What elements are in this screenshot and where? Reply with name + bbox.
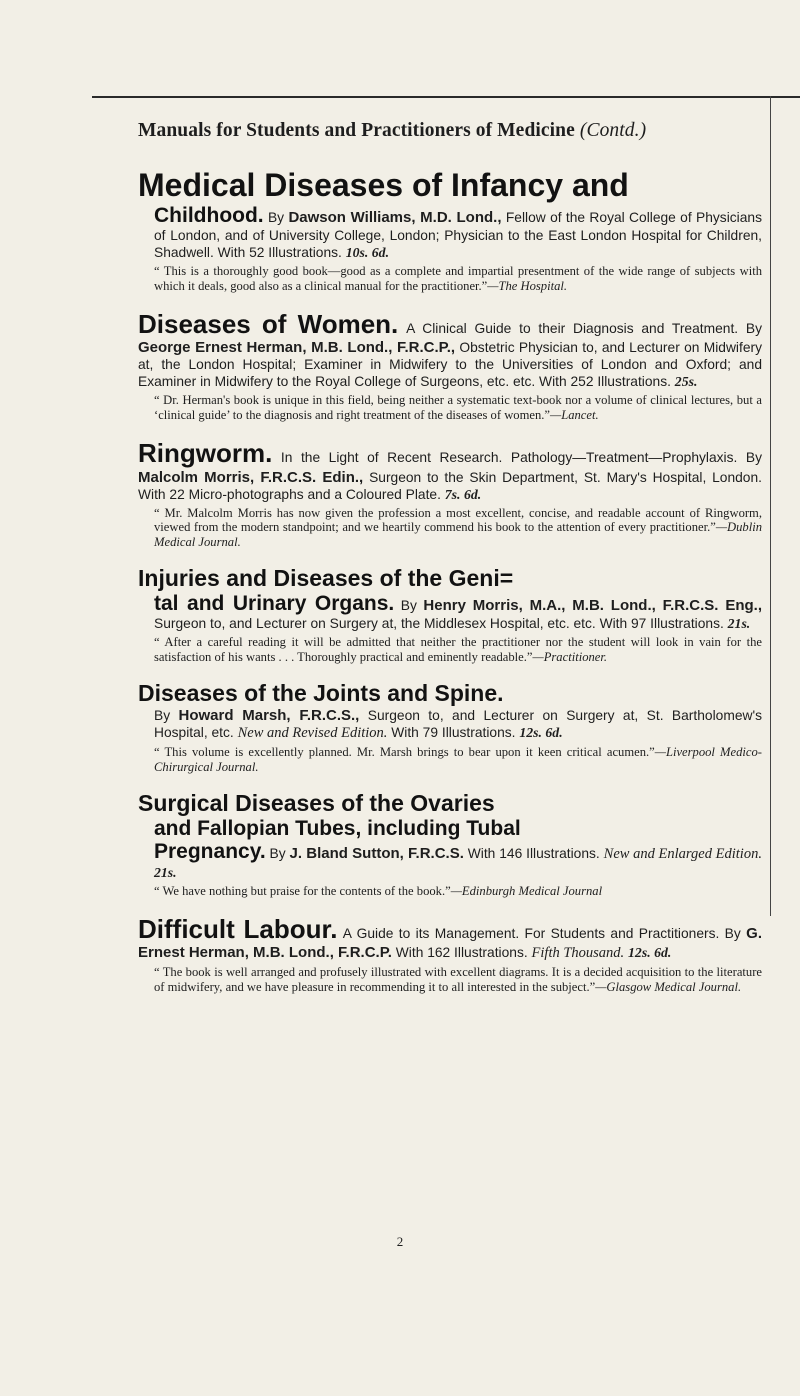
review-text: “ Dr. Herman's book is unique in this field, being neither a systematic text-book nor a volume of clinical lectures, but a ‘clinical guide’ to the diagnosis and right treatment of the diseases of women.”: [154, 393, 762, 422]
entry-author: Malcolm Morris, F.R.C.S. Edin.,: [138, 468, 364, 486]
entry-price: 10s. 6d.: [345, 245, 390, 261]
entry-title: Diseases of the Joints and Spine.: [138, 680, 504, 707]
entry-desc: Fellow of the Royal College of Physicians of London, and of University College, London; Physician to the East London Hospital for Children, Shadwell. With 52 Illustrations.: [154, 209, 762, 261]
review-source: —Glasgow Medical Journal.: [595, 979, 742, 994]
entry-review: [138, 745, 762, 774]
entry-body: [138, 915, 762, 962]
review-source: —Practitioner.: [532, 649, 608, 664]
catalogue-page: [138, 120, 762, 1011]
entry-author: Henry Morris, M.A., M.B. Lond., F.R.C.S. Eng.,: [423, 596, 762, 614]
review-source: —Dublin Medical Journal.: [154, 520, 762, 549]
entry-desc-2: With 79 Illustrations.: [391, 725, 516, 741]
entry-desc: Surgeon to, and Lecturer on Surgery at, the Middlesex Hospital, etc. etc. With 97 Illustrations.: [154, 616, 724, 632]
entry-edition: New and Enlarged Edition.: [603, 846, 762, 863]
review-text: “ This is a thoroughly good book—good as a complete and impartial presentment of the wide range of subjects with which it deals, good also as a clinical manual for the practitioner.”: [154, 264, 762, 293]
entry-by: By: [154, 708, 171, 724]
review-source: —Lancet.: [550, 407, 599, 422]
entry-joints: [138, 681, 762, 774]
entry-title: Difficult Labour.: [138, 914, 338, 945]
entry-title-line-2: and Fallopian Tubes, including Tubal: [154, 816, 521, 840]
entry-body: [138, 204, 762, 262]
entry-price: 21s.: [727, 616, 751, 632]
entry-edition: Fifth Thousand.: [531, 945, 625, 962]
entry-title: Medical Diseases of Infancy and: [138, 167, 629, 203]
entry-desc: With 162 Illustrations.: [395, 945, 528, 961]
page-number: 2: [396, 1234, 404, 1249]
entry-lead: A Clinical Guide to their Diagnosis and Treatment. By: [406, 321, 762, 337]
review-text: “ The book is well arranged and profusely illustrated with excellent diagrams. It is a decided acquisition to the literature of midwifery, and we have pleasure in recommending it to all interested in the subject.”: [154, 965, 762, 994]
entry-women: [138, 310, 762, 422]
review-text: “ Mr. Malcolm Morris has now given the profession a most excellent, concise, and readable account of Ringworm, viewed from the modern standpoint; and we heartily commend his book to the attention of every practitioner.”: [154, 505, 762, 535]
entry-genital: [138, 566, 762, 664]
entry-price: 21s.: [154, 864, 177, 880]
right-rule: [770, 96, 771, 916]
entry-body: [138, 439, 762, 502]
entry-title: Diseases of Women.: [138, 309, 399, 340]
entry-by: By: [269, 846, 286, 862]
entry-title: Surgical Diseases of the Ovaries: [138, 790, 495, 817]
review-source: —The Hospital.: [487, 278, 568, 293]
entry-by: By: [267, 209, 285, 225]
review-source: —Edinburgh Medical Journal: [450, 883, 603, 898]
entry-author: George Ernest Herman, M.B. Lond., F.R.C.P.,: [138, 339, 456, 357]
running-head-main: Manuals for Students and Practitioners of Medicine: [138, 120, 575, 141]
entry-review: [138, 264, 762, 293]
review-text: “ This volume is excellently planned. Mr. Marsh brings to bear upon it keen critical acumen.”: [154, 745, 655, 760]
entry-review: [138, 635, 762, 664]
entry-by: By: [400, 597, 417, 613]
entry-labour: [138, 915, 762, 994]
entry-title: Injuries and Diseases of the Geni=: [138, 565, 514, 592]
entry-lead: In the Light of Recent Research. Pathology—Treatment—Prophylaxis. By: [280, 450, 762, 466]
entry-body: [138, 707, 762, 742]
entry-title-cont: tal and Urinary Organs.: [154, 591, 395, 615]
entry-title: Ringworm.: [138, 438, 273, 469]
running-head-cont: (Contd.): [579, 120, 647, 141]
review-text: “ We have nothing but praise for the contents of the book.”: [154, 883, 451, 898]
entry-review: [138, 965, 762, 994]
entry-title-line-3: Pregnancy.: [154, 840, 266, 864]
entry-desc: With 146 Illustrations.: [467, 846, 600, 862]
entry-infancy: [138, 168, 762, 293]
entry-author: G. Ernest Herman, M.B. Lond., F.R.C.P.: [138, 925, 762, 962]
review-text: “ After a careful reading it will be admitted that neither the practitioner nor the student will look in vain for the satisfaction of his wants . . . Thoroughly practical and eminently readable.”: [154, 635, 762, 664]
running-head: [138, 120, 762, 142]
entry-author: J. Bland Sutton, F.R.C.S.: [289, 845, 464, 863]
entry-desc: Surgeon to the Skin Department, St. Mary's Hospital, London. With 22 Micro-photographs and a Coloured Plate.: [138, 469, 762, 502]
entry-price: 12s. 6d.: [628, 945, 672, 961]
entry-price: 12s. 6d.: [519, 725, 563, 741]
entry-review: [138, 506, 762, 550]
entry-body: [138, 310, 762, 390]
entry-review: [138, 884, 762, 899]
entry-price: 25s.: [674, 374, 698, 390]
entry-desc: Surgeon to, and Lecturer on Surgery at, St. Bartholomew's Hospital, etc.: [154, 708, 762, 741]
entry-title-cont: Childhood.: [154, 203, 264, 227]
top-rule: [92, 96, 800, 98]
entry-body: [138, 840, 762, 881]
entry-price: 7s. 6d.: [444, 486, 482, 502]
entry-ringworm: [138, 439, 762, 549]
entry-lead: A Guide to its Management. For Students and Practitioners. By: [342, 926, 741, 942]
review-source: —Liverpool Medico-Chirurgical Journal.: [154, 745, 762, 774]
entry-review: [138, 393, 762, 422]
entry-ovaries: [138, 791, 762, 898]
entry-desc: Obstetric Physician to, and Lecturer on Midwifery at, the London Hospital; Examiner in Midwifery to the Universities of London and Oxford; and Examiner in Midwifery to the Royal College of Surgeons, etc. etc. With 252 Illustrations.: [138, 340, 762, 390]
entry-author: Howard Marsh, F.R.C.S.,: [178, 707, 360, 725]
entry-body: [138, 592, 762, 633]
entry-edition: New and Revised Edition.: [237, 725, 388, 742]
entry-author: Dawson Williams, M.D. Lond.,: [288, 208, 502, 226]
